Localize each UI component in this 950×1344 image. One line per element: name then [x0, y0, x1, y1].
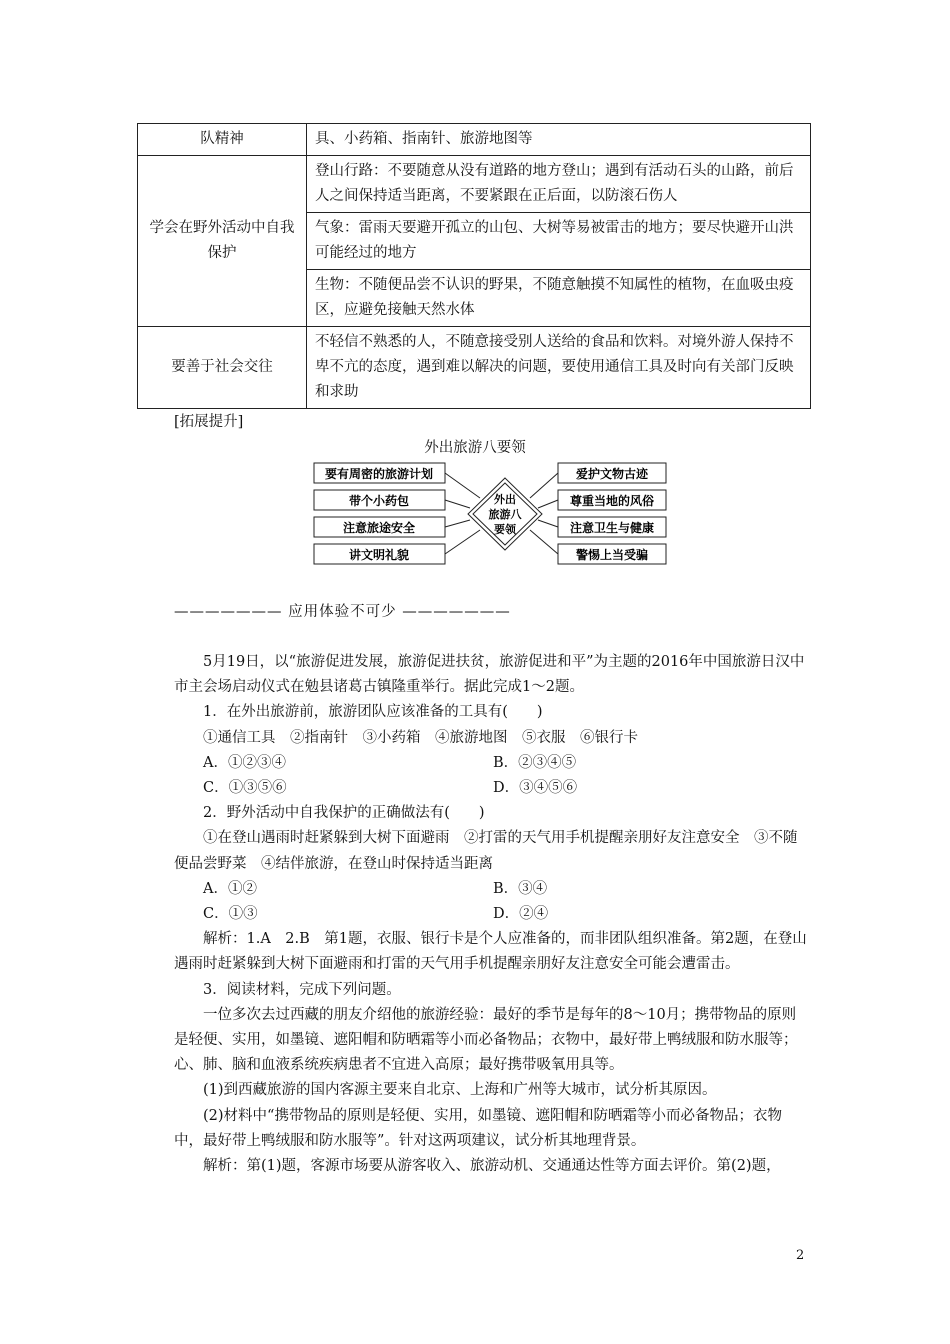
- table-cell: 生物：不随便品尝不认识的野果，不随意触摸不知属性的植物，在血吸虫疫区，应避免接触天然水体: [307, 270, 811, 327]
- option-c: C．①③: [203, 906, 258, 923]
- table-cell: 气象：雷雨天要避开孤立的山包、大树等易被雷击的地方；要尽快避开山洪可能经过的地方: [307, 213, 811, 270]
- section-divider: ——————— 应用体验不可少 ———————: [174, 604, 511, 620]
- page-number: 2: [796, 1248, 805, 1263]
- diagram-right-item: 警惕上当受骗: [575, 548, 649, 562]
- question-2-options-row: [174, 902, 810, 927]
- diagram-right-item: 注意卫生与健康: [569, 521, 655, 535]
- diagram-left-item: 带个小药包: [348, 494, 410, 508]
- option-b: B．②③④⑤: [493, 754, 577, 771]
- diagram-left-item: 注意旅途安全: [342, 521, 416, 535]
- question-content: [174, 650, 810, 1179]
- section-label: [拓展提升]: [174, 414, 244, 430]
- question-3: 3．阅读材料，完成下列问题。: [203, 981, 401, 998]
- sub-question-2: (2)材料中“携带物品的原则是轻便、实用，如墨镜、遮阳帽和防晒霜等小而必备物品；衣物中，最好带上鸭绒服和防水服等”。针对这两项建议，试分析其地理背景。: [174, 1107, 782, 1149]
- diagram-center-line: 旅游八: [488, 508, 522, 521]
- sub-question-1: (1)到西藏旅游的国内客源主要来自北京、上海和广州等大城市，试分析其原因。: [203, 1082, 717, 1099]
- diagram-left-item: 讲文明礼貌: [348, 548, 410, 562]
- right-boxes: [558, 463, 666, 564]
- option-a: A．①②: [203, 880, 257, 897]
- intro-paragraph: 5月19日，以“旅游促进发展，旅游促进扶贫，旅游促进和平”为主题的2016年中国旅游日汉中市主会场启动仪式在勉县诸葛古镇隆重举行。据此完成1～2题。: [174, 654, 805, 696]
- table-row: [138, 124, 811, 156]
- question-1-options-row: [174, 776, 810, 801]
- option-d: D．③④⑤⑥: [493, 780, 578, 797]
- option-a: A．①②③④: [203, 754, 286, 771]
- diagram-center-line: 外出: [494, 493, 516, 506]
- table-row-label: 要善于社会交往: [138, 327, 307, 409]
- table-cell: 具、小药箱、指南针、旅游地图等: [307, 124, 811, 156]
- travel-tips-diagram: [310, 458, 670, 570]
- safety-table: [137, 123, 811, 409]
- question-1-options-row: [174, 751, 810, 776]
- diagram-center-line: 要领: [494, 523, 516, 536]
- question-2-items: ①在登山遇雨时赶紧躲到大树下面避雨 ②打雷的天气用手机提醒亲朋好友注意安全 ③不随便品尝野菜 ④结伴旅游，在登山时保持适当距离: [174, 830, 798, 872]
- table-row: [138, 327, 811, 409]
- analysis-3: 解析：第(1)题，客源市场要从游客收入、旅游动机、交通通达性等方面去评价。第(2)题，: [203, 1158, 781, 1175]
- diagram-title: 外出旅游八要领: [424, 440, 526, 456]
- diagram-left-item: 要有周密的旅游计划: [324, 467, 434, 481]
- diagram-right-item: 爱护文物古迹: [575, 467, 649, 481]
- question-1: 1．在外出旅游前，旅游团队应该准备的工具有( ): [203, 704, 543, 721]
- material-paragraph: 一位多次去过西藏的朋友介绍他的旅游经验：最好的季节是每年的8～10月；携带物品的原则是轻便、实用，如墨镜、遮阳帽和防晒霜等小而必备物品；衣物中，最好带上鸭绒服和防水服等；心、肺、脑和血液系统疾病患者不宜进入高原；最好携带吸氧用具等。: [174, 1006, 798, 1074]
- option-c: C．①③⑤⑥: [203, 780, 287, 797]
- table-row-label: 队精神: [138, 124, 307, 156]
- question-2: 2．野外活动中自我保护的正确做法有( ): [203, 805, 485, 822]
- option-b: B．③④: [493, 880, 548, 897]
- analysis-1: 解析：1.A 2.B 第1题，衣服、银行卡是个人应准备的，而非团队组织准备。第2题，在登山遇雨时赶紧躲到大树下面避雨和打雷的天气用手机提醒亲朋好友注意安全可能会遭雷击。: [174, 931, 807, 973]
- diagram-right-item: 尊重当地的风俗: [569, 494, 655, 508]
- question-1-items: ①通信工具 ②指南针 ③小药箱 ④旅游地图 ⑤衣服 ⑥银行卡: [203, 729, 638, 746]
- table-cell: 不轻信不熟悉的人，不随意接受别人送给的食品和饮料。对境外游人保持不卑不亢的态度，遇到难以解决的问题，要使用通信工具及时向有关部门反映和求助: [307, 327, 811, 409]
- table-row: [138, 156, 811, 213]
- table-row-label: 学会在野外活动中自我保护: [138, 156, 307, 327]
- question-2-options-row: [174, 877, 810, 902]
- table-cell: 登山行路：不要随意从没有道路的地方登山；遇到有活动石头的山路，前后人之间保持适当距离，不要紧跟在正后面，以防滚石伤人: [307, 156, 811, 213]
- left-boxes: [314, 463, 445, 564]
- option-d: D．②④: [493, 906, 549, 923]
